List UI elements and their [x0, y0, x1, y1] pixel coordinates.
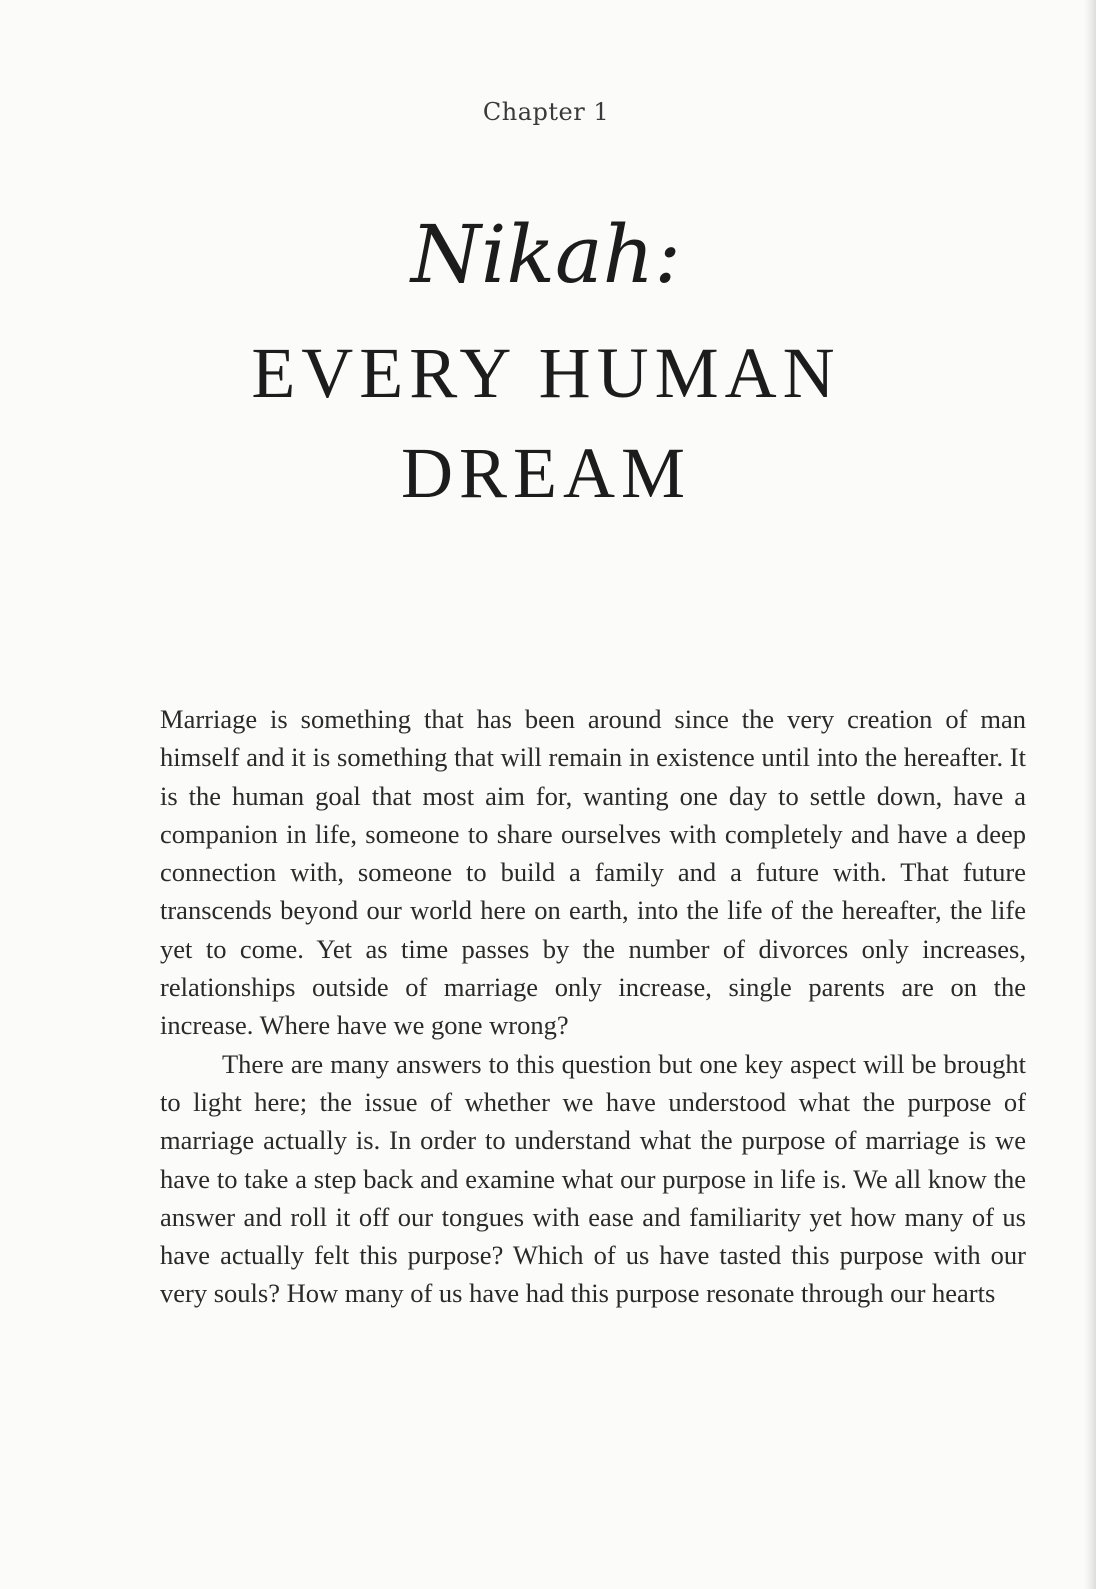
body-text — [160, 700, 1026, 1313]
chapter-title-script: Nikah: — [410, 208, 682, 301]
chapter-title-line-2: DREAM — [400, 433, 691, 513]
paragraph-2: There are many answers to this question but one key aspect will be brought to light here; the issue of whether we have understood what the purpose of marriage actually is. In order to understand what the purpose of marriage is we have to take a step back and examine what our purpose in life is. We all know the answer and roll it off our tongues with ease and familiarity yet how many of us have actually felt this purpose? Which of us have tasted this purpose with our very souls? How many of us have had this purpose resonate through our hearts — [160, 1048, 1026, 1309]
paragraph-1: Marriage is something that has been around since the very creation of man himself and it is something that will remain in existence until into the hereafter. It is the human goal that most aim for, wanting one day to settle down, have a companion in life, someone to share ourselves with completely and have a deep connection with, someone to build a family and a future with. That future transcends beyond our world here on earth, into the life of the hereafter, the life yet to come. Yet as time passes by the number of divorces only increases, relationships outside of marriage only increase, single parents are on the increase. Where have we gone wrong? — [160, 704, 1026, 1041]
chapter-title-line-1: EVERY HUMAN — [251, 333, 841, 413]
chapter-label: Chapter 1 — [482, 98, 610, 126]
